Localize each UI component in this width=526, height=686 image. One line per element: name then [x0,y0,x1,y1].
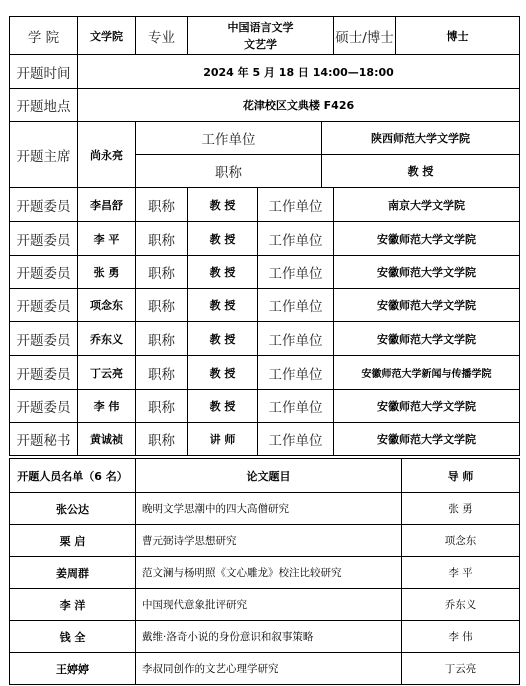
chair-title-label: 职称 [136,155,322,188]
member-name: 项念东 [78,289,136,322]
chair-row [10,122,520,155]
member-title-label: 职称 [136,423,188,456]
member-name: 李昌舒 [78,188,136,222]
member-unit-label: 工作单位 [258,222,334,256]
secretary-row [10,423,520,456]
member-role: 开题委员 [10,390,78,423]
member-title: 教 授 [188,222,258,256]
member-role: 开题委员 [10,356,78,390]
member-unit: 安徽师范大学文学院 [334,322,520,356]
candidates-header-row [10,459,520,493]
member-name: 李 平 [78,222,136,256]
time-label: 开题时间 [10,55,78,89]
member-unit: 安徽师范大学新闻与传播学院 [334,356,520,390]
college-value: 文学院 [78,17,136,55]
member-title: 讲 师 [188,423,258,456]
candidate-name: 钱 全 [10,621,136,653]
chair-name: 尚永亮 [78,122,136,188]
member-title: 教 授 [188,356,258,390]
chair-unit-value: 陕西师范大学文学院 [322,122,520,155]
candidate-name: 王婷婷 [10,653,136,685]
member-title-label: 职称 [136,322,188,356]
member-unit-label: 工作单位 [258,356,334,390]
member-row [10,188,520,222]
member-unit-label: 工作单位 [258,322,334,356]
member-title: 教 授 [188,256,258,289]
chair-label: 开题主席 [10,122,78,188]
chair-unit-label: 工作单位 [136,122,322,155]
advisor-name: 项念东 [402,525,520,557]
major-value-line2: 文艺学 [244,37,277,51]
member-title: 教 授 [188,390,258,423]
candidate-name: 李 洋 [10,589,136,621]
header-row [10,17,520,55]
member-name: 黄诚祯 [78,423,136,456]
member-unit: 南京大学文学院 [334,188,520,222]
member-row [10,289,520,322]
member-title: 教 授 [188,322,258,356]
candidate-row [10,653,520,685]
thesis-title: 范文澜与杨明照《文心雕龙》校注比较研究 [136,557,402,589]
thesis-title: 戴维·洛奇小说的身份意识和叙事策略 [136,621,402,653]
member-title-label: 职称 [136,222,188,256]
member-unit-label: 工作单位 [258,289,334,322]
college-label: 学 院 [10,17,78,55]
member-unit-label: 工作单位 [258,188,334,222]
major-label: 专业 [136,17,188,55]
degree-label: 硕士/博士 [334,17,396,55]
candidate-row [10,493,520,525]
member-title-label: 职称 [136,390,188,423]
advisor-name: 丁云亮 [402,653,520,685]
chair-title-value: 教 授 [322,155,520,188]
member-row [10,256,520,289]
candidate-name: 栗 启 [10,525,136,557]
member-row [10,222,520,256]
member-title-label: 职称 [136,356,188,390]
member-role: 开题委员 [10,289,78,322]
advisor-name: 张 勇 [402,493,520,525]
member-title-label: 职称 [136,188,188,222]
candidates-table [9,458,520,685]
place-value: 花津校区文典楼 F426 [78,89,520,122]
member-role: 开题委员 [10,256,78,289]
member-unit: 安徽师范大学文学院 [334,256,520,289]
major-value-line1: 中国语言文学 [227,20,294,34]
member-role: 开题秘书 [10,423,78,456]
member-role: 开题委员 [10,222,78,256]
member-title: 教 授 [188,188,258,222]
candidate-row [10,589,520,621]
candidates-header-name: 开题人员名单（6 名） [10,459,136,493]
member-unit-label: 工作单位 [258,390,334,423]
advisor-name: 乔东义 [402,589,520,621]
member-name: 乔东义 [78,322,136,356]
thesis-title: 中国现代意象批评研究 [136,589,402,621]
member-name: 张 勇 [78,256,136,289]
member-title: 教 授 [188,289,258,322]
major-value [188,17,334,55]
candidates-header-advisor: 导 师 [402,459,520,493]
candidate-row [10,621,520,653]
candidates-header-title: 论文题目 [136,459,402,493]
member-row [10,322,520,356]
member-row [10,390,520,423]
member-row [10,356,520,390]
committee-table [9,16,520,456]
member-role: 开题委员 [10,322,78,356]
member-title-label: 职称 [136,256,188,289]
candidate-name: 姜周群 [10,557,136,589]
place-row [10,89,520,122]
candidate-name: 张公达 [10,493,136,525]
member-unit: 安徽师范大学文学院 [334,423,520,456]
member-name: 丁云亮 [78,356,136,390]
candidate-row [10,525,520,557]
thesis-title: 李叔同创作的文艺心理学研究 [136,653,402,685]
member-role: 开题委员 [10,188,78,222]
member-unit: 安徽师范大学文学院 [334,289,520,322]
thesis-title: 曹元弼诗学思想研究 [136,525,402,557]
member-unit: 安徽师范大学文学院 [334,222,520,256]
member-unit: 安徽师范大学文学院 [334,390,520,423]
member-unit-label: 工作单位 [258,256,334,289]
member-name: 李 伟 [78,390,136,423]
thesis-title: 晚明文学思潮中的四大高僧研究 [136,493,402,525]
member-title-label: 职称 [136,289,188,322]
member-unit-label: 工作单位 [258,423,334,456]
candidate-row [10,557,520,589]
advisor-name: 李 平 [402,557,520,589]
time-value: 2024 年 5 月 18 日 14:00—18:00 [78,55,520,89]
place-label: 开题地点 [10,89,78,122]
advisor-name: 李 伟 [402,621,520,653]
degree-value: 博士 [396,17,520,55]
time-row [10,55,520,89]
